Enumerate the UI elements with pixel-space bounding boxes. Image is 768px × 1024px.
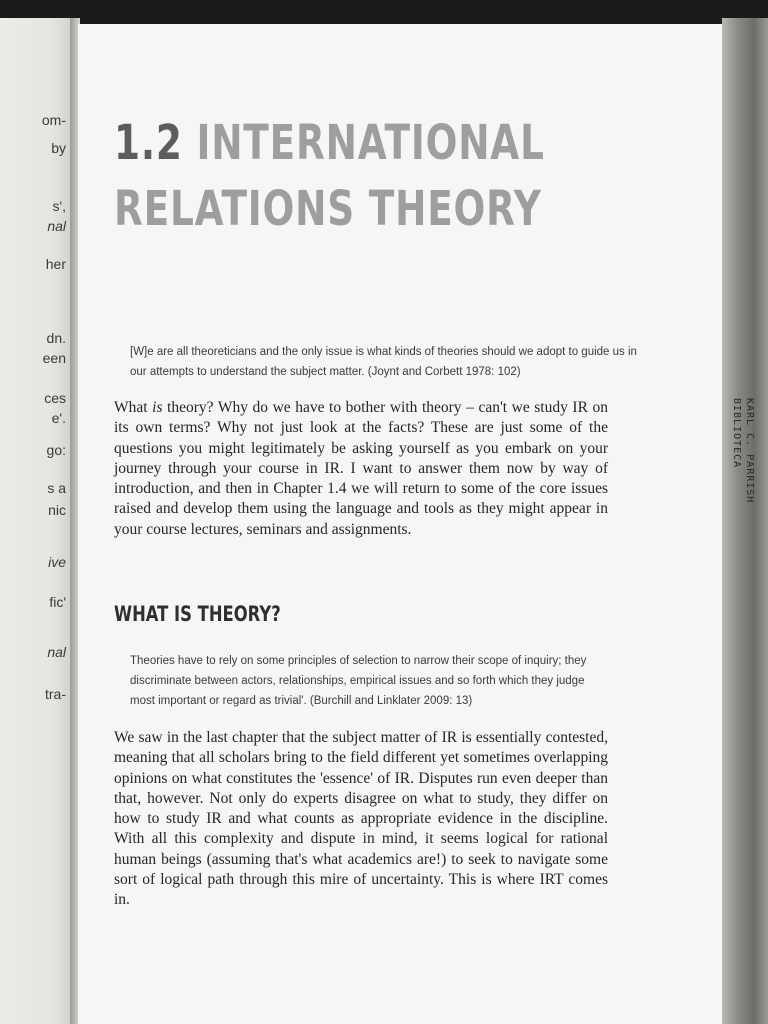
- emphasis: is: [152, 399, 163, 416]
- book-page: [78, 24, 728, 1024]
- left-page-fragment: een: [42, 350, 66, 366]
- left-page-fragment: nal: [47, 218, 66, 234]
- left-page-fragment: fic': [49, 594, 66, 610]
- chapter-number: 1.2: [114, 115, 183, 171]
- epigraph-quote: [W]e are all theoreticians and the only issue is what kinds of theories should we adopt to guide us in our attempts to understand the subject matter. (Joynt and Corbett 1978: 102): [130, 346, 637, 378]
- left-page-edge: [0, 18, 74, 1024]
- left-page-fragment: s a: [47, 480, 66, 496]
- chapter-title: [114, 110, 545, 242]
- left-page-fragment: ces: [44, 390, 66, 406]
- book-spine-edge: [722, 18, 768, 1024]
- body-paragraph: What is theory? Why do we have to bother with theory – can't we study IR on its own terms? Why not just look at the facts? These are just some of the questions you might legitimately be asking yourself as you embark on your journey through your course in IR. I want to answer them now by way of introduction, and then in Chapter 1.4 we will return to some of the core issues raised and develop them using the language and tools as they might appear in your course lectures, seminars and assignments.: [114, 399, 608, 538]
- left-page-fragment: nal: [47, 644, 66, 660]
- chapter-title-line2: RELATIONS THEORY: [114, 181, 542, 237]
- left-page-fragment: om-: [41, 112, 66, 128]
- left-page-fragment: ive: [48, 554, 66, 570]
- body-paragraph: We saw in the last chapter that the subject matter of IR is essentially contested, meaning that all scholars bring to the field different yet sometimes overlapping opinions on what constitutes the 'essence' of IR. Disputes run even deeper than that, however. Not only do experts disagree on what to study, they differ on how to study IR and what counts as appropriate evidence in the discipline. With all this complexity and dispute in mind, it seems logical for rational human beings (assuming that's what academics are!) to seek to navigate some sort of logical path through this mire of uncertainty. This is where IRT comes in.: [114, 729, 608, 909]
- chapter-title-line1: INTERNATIONAL: [196, 115, 545, 171]
- left-page-fragment: by: [51, 140, 66, 156]
- section-quote: Theories have to rely on some principles of selection to narrow their scope of inquiry; they discriminate between actors, relationships, empirical issues and so forth which they judge most important or regard as trivial'. (Burchill and Linklater 2009: 13): [130, 655, 587, 707]
- left-page-fragment: s',: [52, 198, 66, 214]
- left-page-fragment: tra-: [45, 686, 66, 702]
- left-page-fragment: e'.: [51, 410, 66, 426]
- library-stamp: KARL C. PARRISH BIBLIOTECA: [731, 398, 755, 504]
- left-page-fragment: dn.: [46, 330, 66, 346]
- section-heading: WHAT IS THEORY?: [114, 602, 281, 626]
- left-page-fragment: her: [45, 256, 66, 272]
- left-page-fragment: go:: [46, 442, 66, 458]
- left-page-fragment: nic: [48, 502, 66, 518]
